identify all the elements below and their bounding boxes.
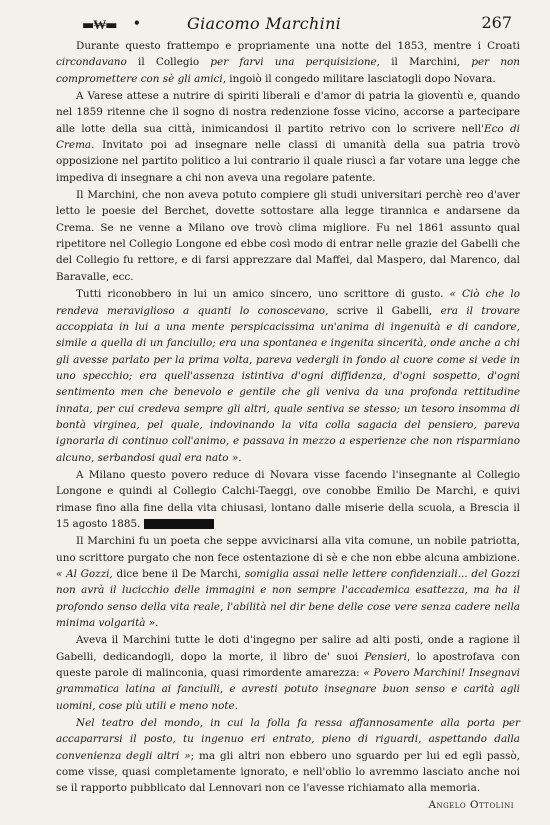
article-body — [56, 38, 520, 797]
italic-text: « Ciò che lo rendeva meraviglioso a quanti lo conoscevano, — [56, 288, 520, 317]
redaction-block — [144, 519, 214, 529]
italic-text: per farvi una perquisizione — [210, 56, 377, 69]
text-run: il Collegio — [126, 56, 211, 69]
running-title: Giacomo Marchini — [187, 14, 342, 33]
text-run: A Varese attese a nutrire di spiriti liberali e d'amor di patria la gioventù e, quando nel 1859 ritenne che il sogno di nostra redenzione fosse vicino, accorse a partecipare alle lotte della sua città, inimicandosi il partito retrivo con lo scrivere nell' — [56, 90, 520, 135]
page-number: 267 — [481, 13, 512, 32]
text-run: scrive il Gabelli, — [328, 304, 441, 317]
text-run: dice bene il De Marchi, — [112, 568, 245, 580]
text-run: ; ma gli altri non ebbero uno sguardo per lui ed egli passò, come visse, quasi completamente ignorato, e nell'oblio lo avremmo lasciato anche noi se il rapporto pubblicato dal Lennovari non ce l'avesse richiamato alla memoria. — [56, 749, 520, 795]
paragraph — [56, 38, 520, 87]
text-run: , lo apostrofava con queste parole di malinconia, quasi rimordente amarezza: — [56, 650, 521, 680]
text-run: , ingoiò il congedo militare lasciatogli dopo Novara. — [222, 72, 496, 85]
running-header — [56, 12, 520, 38]
header-dot: • — [133, 16, 141, 30]
text-run: Il Marchini, che non aveva potuto compiere gli studi universitari perchè reo d'aver letto le poesie del Berchet, dovette sottostare alla legge tirannica e andarsene da Crema. Se ne venne a Milano ove trovò clima migliore. Fu nel 1861 assunto qual ripetitore nel Collegio Longone ed ebbe così modo di entrar nelle grazie del Gabelli che del Collegio fu rettore, e di farsi apprezzare dal Maffei, dal Maspero, dal Marenco, dal Baravalle, ecc. — [56, 189, 520, 283]
paragraph — [56, 467, 520, 532]
italic-text: Eco di Crema — [56, 122, 520, 152]
italic-text: per non compromettere con sè gli amici — [56, 56, 520, 85]
italic-text: era il trovare accoppiata in lui a una mente perspicacissima un'anima di ingenuità e di candore, simile a quella di un fanciullo; era una spontanea e ingenita sincerità, onde anche a chi gli avesse parlato per la prima volta, pareva vedergli in fondo al cuore come si vede in uno specchio; era quell'assenza istintiva d'ogni diffidenza, d'ogni sospetto, d'ogni sentimento men che benevolo e gentile che gli veniva da una profonda rettitudine innata, per cui credeva sempre gli altri, quale sentiva se stesso; un tesoro insomma di bontà virginea, pel quale, indovinando la vita colla sagacia del pensiero, pareva ignorarla di continuo coll'animo, e passava in mezzo a esperienze che non risparmiano alcuno, serbandosi qual era nato ». — [56, 304, 520, 464]
italic-text: somiglia assai nelle lettere confidenziali... del Gozzi non avrà il lucicchio delle immagini e non sempre l'accademica esattezza, ma ha il profondo senso della vita reale, l'abilità nel dir bene delle cose vere senza cadere nella minima volgarità ». — [56, 568, 521, 630]
printer-ornament: ▬₩▬ — [82, 18, 117, 33]
text-run: . Invitato poi ad insegnare nelle classi di umanità della sua patria trovò opposizione nel partito politico a lui contrario il quale riuscì a far votare una legge che impediva di insegnare a chi non aveva una regolare patente. — [56, 139, 520, 184]
italic-text: Pensieri — [364, 650, 407, 663]
italic-text: Nel teatro del mondo, in cui la folla fa ressa affannosamente alla porta per accaparrarsi il posto, tu ingenuo eri entrato, pieno di riguardi, aspettando dalla convenienza degli altri » — [56, 717, 520, 762]
paragraph — [56, 187, 520, 285]
text-run: A Milano questo povero reduce di Novara visse facendo l'insegnante al Collegio Longone e quindi al Collegio Calchi-Taeggi, ove conobbe Emilio De Marchi, e quivi rimase fino alla fine della vita chiusasi, lontano dalle miserie della scuola, a Brescia il 15 agosto 1885. — [56, 468, 520, 530]
text-run: Durante questo frattempo e propriamente una notte del 1853, mentre i Croati — [76, 40, 520, 52]
text-run: Tutti riconobbero in lui un amico sincero, uno scrittore di gusto. — [76, 288, 450, 301]
italic-text: circondavano — [56, 56, 127, 69]
text-run: Aveva il Marchini tutte le doti d'ingegno per salire ad alti posti, onde a ragione il Gabelli, dedicandogli, dopo la morte, il libro de' suoi — [56, 634, 520, 663]
paragraph — [56, 533, 520, 631]
paragraph — [56, 286, 520, 466]
text-run: Il Marchini fu un poeta che seppe avvicinarsi alla vita comune, un nobile patriotta, uno scrittore purgato che non fece ostentazione di sè e che non ebbe alcuna ambizione. — [56, 535, 520, 564]
paragraph — [56, 632, 520, 714]
author-signature: Angelo Ottolini — [428, 798, 514, 811]
italic-text: « Povero Marchini! Insegnavi grammatica latina ai fanciulli, e avresti potuto insegnare buon senso e carità agli uomini, cose più utili e meno note. — [56, 667, 520, 712]
paragraph — [56, 715, 520, 797]
italic-text: « Al Gozzi, — [56, 568, 113, 580]
paragraph — [56, 88, 520, 186]
text-run: , il Marchini, — [376, 56, 472, 69]
